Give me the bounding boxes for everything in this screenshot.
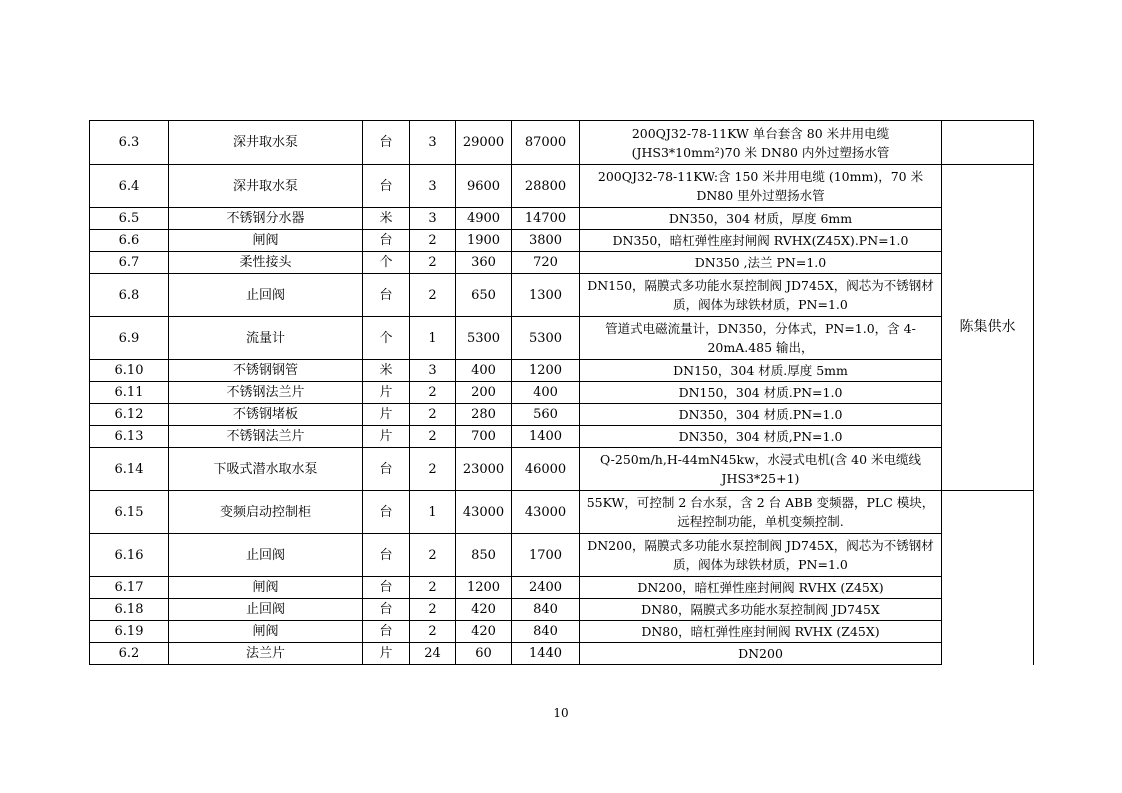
item-unit: 片 (363, 426, 410, 448)
item-quantity: 3 (410, 360, 456, 382)
item-unit: 米 (363, 360, 410, 382)
item-number: 6.10 (90, 360, 169, 382)
item-name: 不锈钢法兰片 (169, 426, 363, 448)
item-total: 560 (512, 404, 580, 426)
table-row (90, 382, 1034, 404)
item-quantity: 2 (410, 599, 456, 621)
item-name: 柔性接头 (169, 252, 363, 274)
table-row (90, 577, 1034, 599)
item-total: 28800 (512, 165, 580, 208)
item-quantity: 2 (410, 534, 456, 577)
table-row (90, 317, 1034, 360)
item-unit-price: 23000 (456, 448, 512, 491)
item-unit-price: 360 (456, 252, 512, 274)
table-row (90, 426, 1034, 448)
item-unit: 片 (363, 404, 410, 426)
item-total: 87000 (512, 121, 580, 165)
item-quantity: 3 (410, 165, 456, 208)
item-unit: 台 (363, 121, 410, 165)
item-number: 6.17 (90, 577, 169, 599)
item-total: 1700 (512, 534, 580, 577)
item-number: 6.18 (90, 599, 169, 621)
remark-chen: 陈集供水 (942, 165, 1034, 491)
item-spec: DN80，隔膜式多功能水泵控制阀 JD745X (580, 599, 942, 621)
item-total: 14700 (512, 208, 580, 230)
item-number: 6.15 (90, 491, 169, 534)
item-total: 840 (512, 621, 580, 643)
item-name: 不锈钢堵板 (169, 404, 363, 426)
item-spec: 55KW，可控制 2 台水泵，含 2 台 ABB 变频器，PLC 模块，远程控制功能，单机变频控制. (580, 491, 942, 534)
item-spec: DN150，304 材质.PN=1.0 (580, 382, 942, 404)
item-spec: 200QJ32-78-11KW 单台套含 80 米井用电缆(JHS3*10mm²)70 米 DN80 内外过塑扬水管 (580, 121, 942, 165)
item-quantity: 2 (410, 404, 456, 426)
item-number: 6.3 (90, 121, 169, 165)
item-spec: DN350，暗杠弹性座封闸阀 RVHX(Z45X).PN=1.0 (580, 230, 942, 252)
table-row (90, 404, 1034, 426)
item-unit: 片 (363, 382, 410, 404)
table-row (90, 208, 1034, 230)
item-number: 6.12 (90, 404, 169, 426)
item-unit: 台 (363, 165, 410, 208)
item-name: 闸阀 (169, 577, 363, 599)
item-unit: 台 (363, 534, 410, 577)
item-total: 2400 (512, 577, 580, 599)
item-unit: 米 (363, 208, 410, 230)
item-quantity: 2 (410, 274, 456, 317)
item-spec: DN200，隔膜式多功能水泵控制阀 JD745X，阀芯为不锈钢材质，阀体为球铁材质，PN=1.0 (580, 534, 942, 577)
item-name: 变频启动控制柜 (169, 491, 363, 534)
item-number: 6.19 (90, 621, 169, 643)
item-number: 6.16 (90, 534, 169, 577)
table-row (90, 121, 1034, 165)
item-total: 1300 (512, 274, 580, 317)
item-spec: 管道式电磁流量计，DN350，分体式，PN=1.0，含 4-20mA.485 输出， (580, 317, 942, 360)
table-row (90, 252, 1034, 274)
item-quantity: 2 (410, 448, 456, 491)
item-unit: 台 (363, 448, 410, 491)
item-total: 1200 (512, 360, 580, 382)
item-total: 1440 (512, 643, 580, 665)
item-name: 闸阀 (169, 621, 363, 643)
item-name: 深井取水泵 (169, 121, 363, 165)
item-unit: 台 (363, 274, 410, 317)
item-spec: DN200，暗杠弹性座封闸阀 RVHX (Z45X) (580, 577, 942, 599)
item-unit-price: 1200 (456, 577, 512, 599)
table-row (90, 165, 1034, 208)
item-quantity: 2 (410, 252, 456, 274)
item-number: 6.9 (90, 317, 169, 360)
item-unit: 台 (363, 577, 410, 599)
item-spec: Q-250m/h,H-44mN45kw，水浸式电机(含 40 米电缆线 JHS3*25+1) (580, 448, 942, 491)
item-quantity: 24 (410, 643, 456, 665)
page-number: 10 (553, 706, 569, 720)
item-number: 6.6 (90, 230, 169, 252)
item-name: 不锈钢分水器 (169, 208, 363, 230)
table-row (90, 448, 1034, 491)
item-quantity: 3 (410, 208, 456, 230)
item-quantity: 1 (410, 491, 456, 534)
item-unit: 个 (363, 252, 410, 274)
item-unit: 台 (363, 621, 410, 643)
item-total: 840 (512, 599, 580, 621)
table-row (90, 360, 1034, 382)
item-quantity: 2 (410, 621, 456, 643)
item-unit-price: 29000 (456, 121, 512, 165)
item-quantity: 2 (410, 382, 456, 404)
item-unit-price: 420 (456, 599, 512, 621)
item-quantity: 1 (410, 317, 456, 360)
item-unit-price: 700 (456, 426, 512, 448)
item-name: 止回阀 (169, 599, 363, 621)
table-row (90, 230, 1034, 252)
item-unit-price: 650 (456, 274, 512, 317)
item-spec: 200QJ32-78-11KW:含 150 米井用电缆 (10mm)，70 米 DN80 里外过塑扬水管 (580, 165, 942, 208)
item-unit-price: 60 (456, 643, 512, 665)
table-row (90, 621, 1034, 643)
item-total: 720 (512, 252, 580, 274)
item-number: 6.14 (90, 448, 169, 491)
item-spec: DN80，暗杠弹性座封闸阀 RVHX (Z45X) (580, 621, 942, 643)
item-unit-price: 200 (456, 382, 512, 404)
item-quantity: 2 (410, 426, 456, 448)
table-row (90, 274, 1034, 317)
item-name: 不锈钢钢管 (169, 360, 363, 382)
item-number: 6.11 (90, 382, 169, 404)
item-unit-price: 280 (456, 404, 512, 426)
item-spec: DN200 (580, 643, 942, 665)
table-row (90, 643, 1034, 665)
item-unit-price: 5300 (456, 317, 512, 360)
table-row (90, 534, 1034, 577)
item-name: 深井取水泵 (169, 165, 363, 208)
item-unit: 台 (363, 599, 410, 621)
item-unit-price: 420 (456, 621, 512, 643)
item-name: 下吸式潜水取水泵 (169, 448, 363, 491)
item-number: 6.5 (90, 208, 169, 230)
equipment-table (89, 120, 1034, 665)
item-number: 6.13 (90, 426, 169, 448)
item-spec: DN350，304 材质,PN=1.0 (580, 426, 942, 448)
item-total: 43000 (512, 491, 580, 534)
item-unit-price: 9600 (456, 165, 512, 208)
item-unit-price: 1900 (456, 230, 512, 252)
item-unit-price: 400 (456, 360, 512, 382)
item-spec: DN150，隔膜式多功能水泵控制阀 JD745X，阀芯为不锈钢材质，阀体为球铁材质，PN=1.0 (580, 274, 942, 317)
item-total: 46000 (512, 448, 580, 491)
item-unit-price: 43000 (456, 491, 512, 534)
item-unit-price: 850 (456, 534, 512, 577)
item-name: 法兰片 (169, 643, 363, 665)
item-number: 6.8 (90, 274, 169, 317)
item-spec: DN350，304 材质.PN=1.0 (580, 404, 942, 426)
table-row (90, 491, 1034, 534)
item-quantity: 2 (410, 230, 456, 252)
item-spec: DN150，304 材质.厚度 5mm (580, 360, 942, 382)
item-name: 止回阀 (169, 534, 363, 577)
item-unit: 台 (363, 230, 410, 252)
item-name: 止回阀 (169, 274, 363, 317)
table-row (90, 599, 1034, 621)
item-total: 1400 (512, 426, 580, 448)
item-name: 不锈钢法兰片 (169, 382, 363, 404)
item-quantity: 3 (410, 121, 456, 165)
item-total: 400 (512, 382, 580, 404)
item-spec: DN350 ,法兰 PN=1.0 (580, 252, 942, 274)
item-quantity: 2 (410, 577, 456, 599)
item-total: 5300 (512, 317, 580, 360)
item-name: 闸阀 (169, 230, 363, 252)
item-number: 6.2 (90, 643, 169, 665)
item-name: 流量计 (169, 317, 363, 360)
item-number: 6.4 (90, 165, 169, 208)
item-number: 6.7 (90, 252, 169, 274)
item-unit-price: 4900 (456, 208, 512, 230)
item-unit: 片 (363, 643, 410, 665)
item-spec: DN350，304 材质，厚度 6mm (580, 208, 942, 230)
remark-cell-empty (942, 121, 1034, 165)
item-unit: 个 (363, 317, 410, 360)
item-total: 3800 (512, 230, 580, 252)
item-unit: 台 (363, 491, 410, 534)
